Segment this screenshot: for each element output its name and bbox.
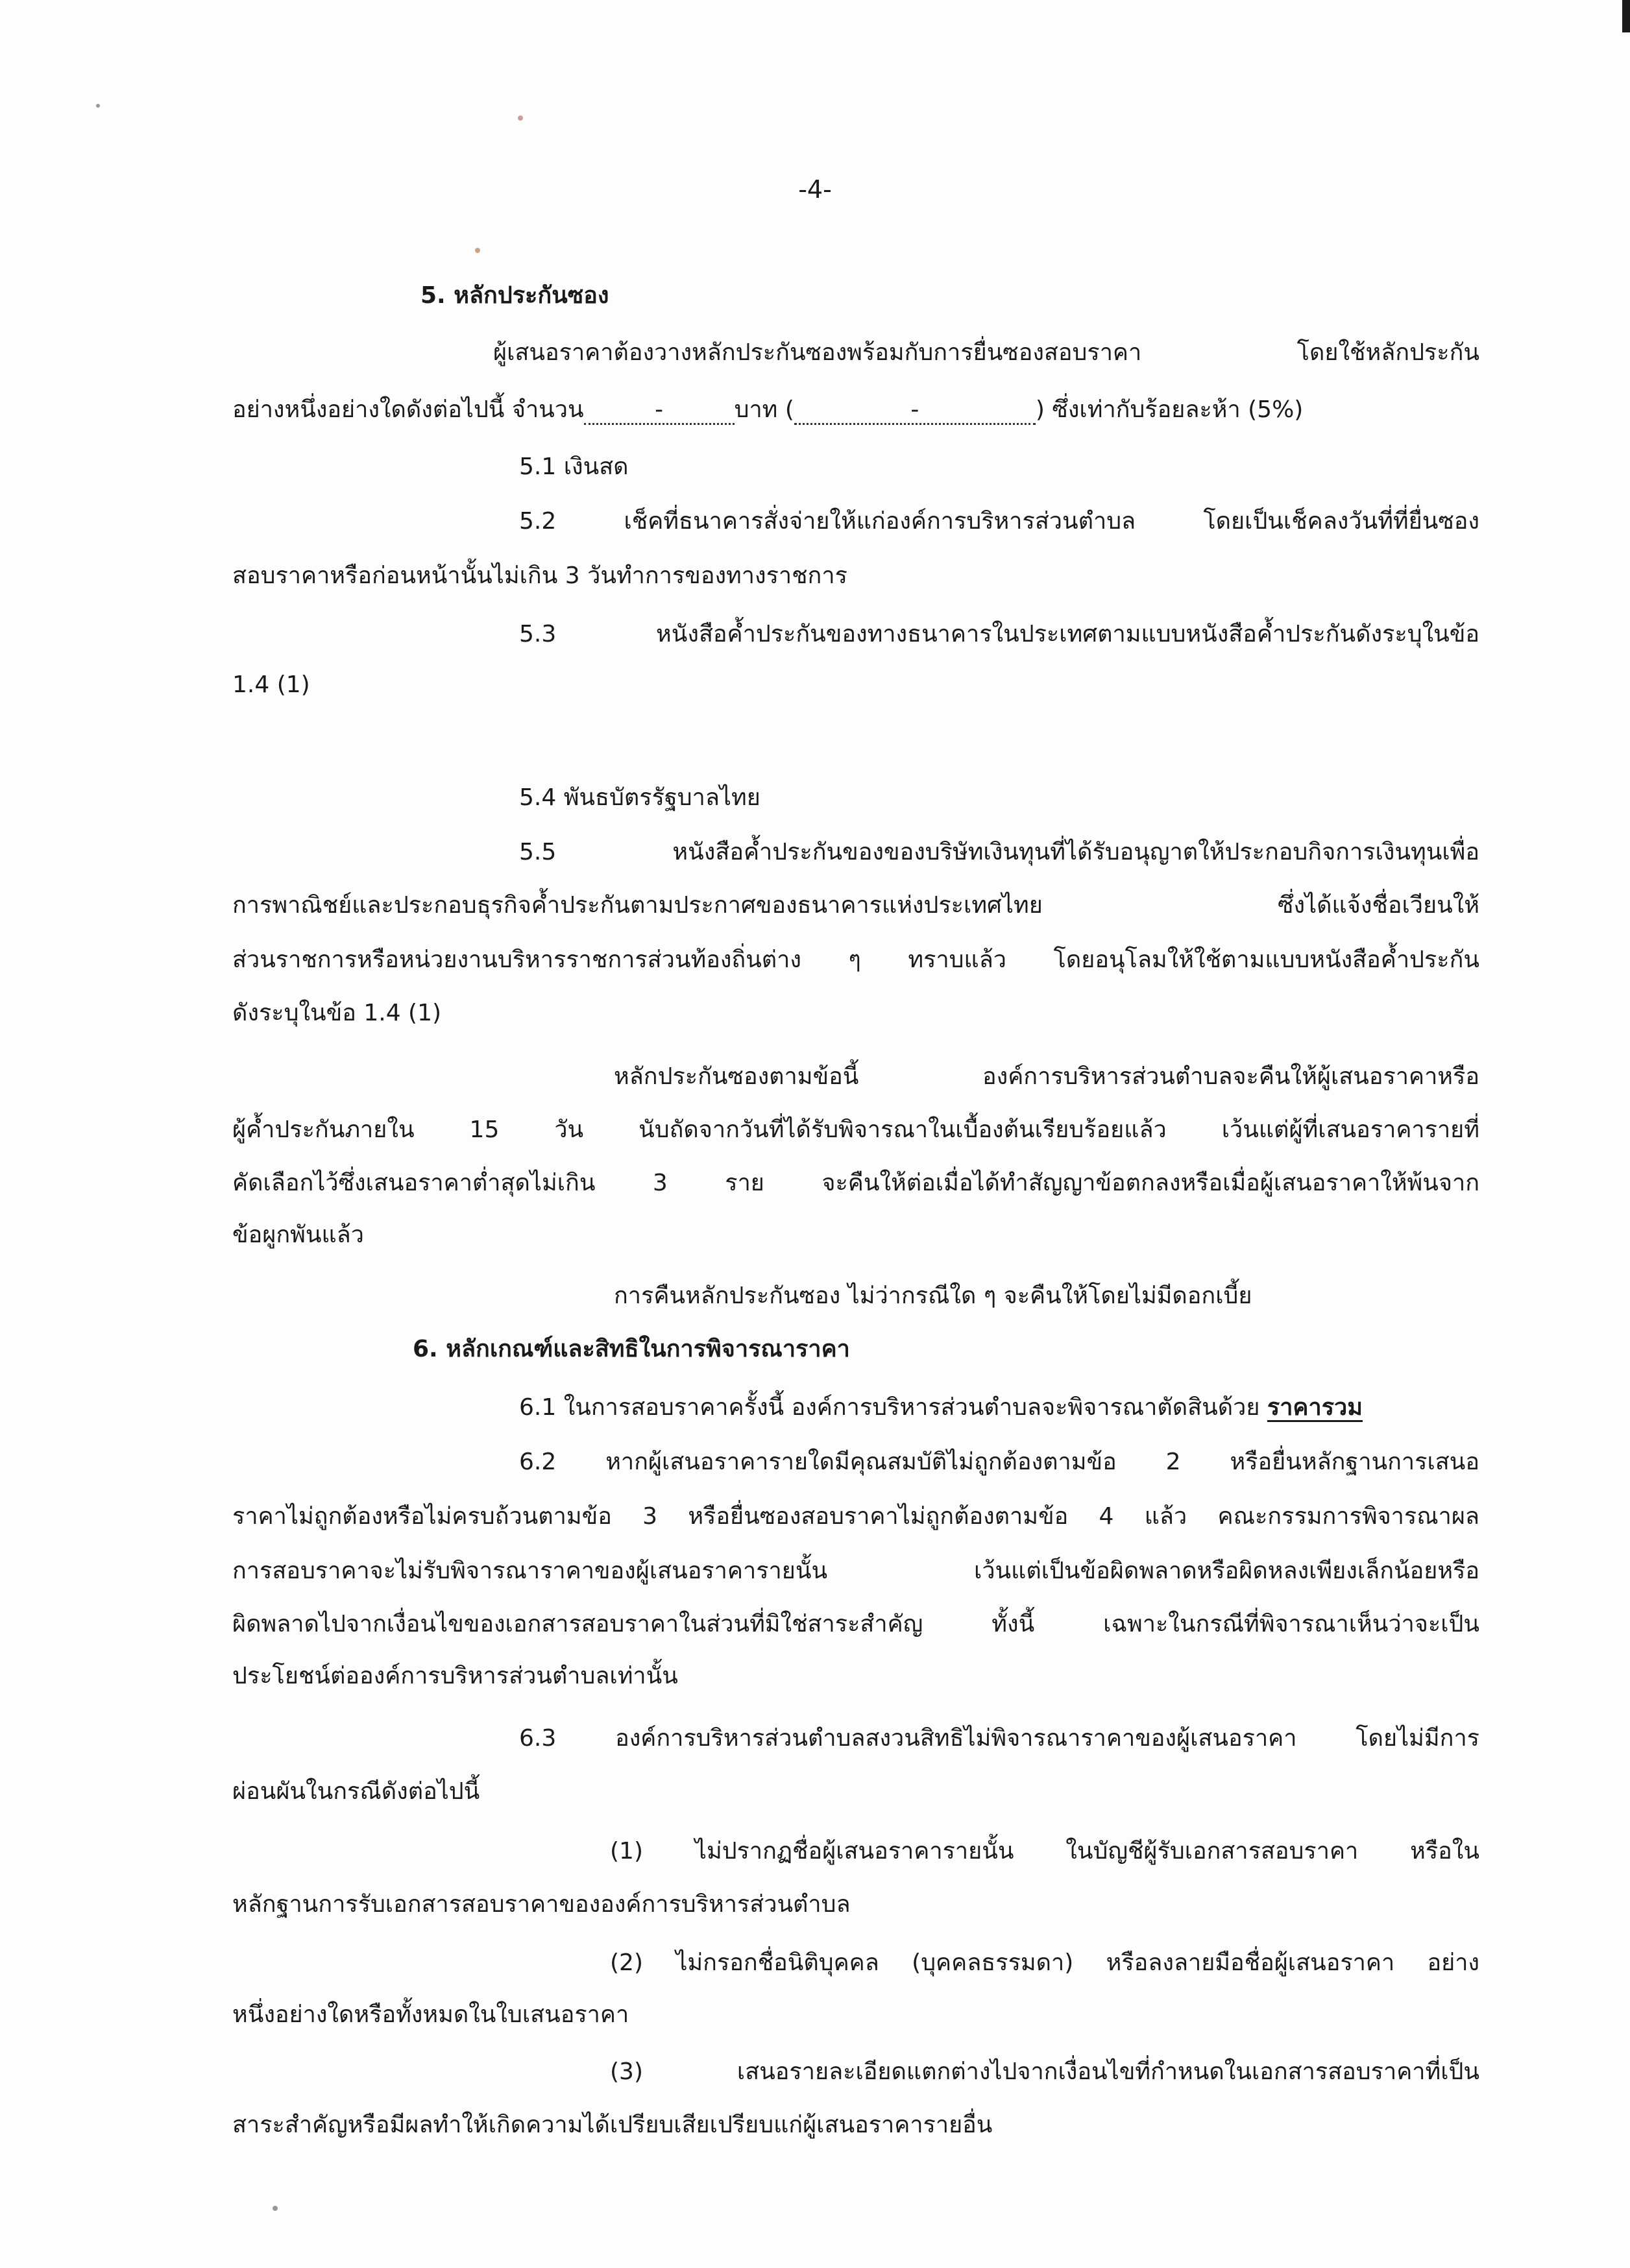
- return-paragraph-line: ผู้ค้ำประกันภายใน 15 วัน นับถัดจากวันที่ได้รับพิจารณาในเบื้องต้นเรียบร้อยแล้ว เว้นแต่ผู้ที่เสนอราคารายที่: [232, 1116, 1479, 1143]
- section-5-heading: 5. หลักประกันซอง: [420, 282, 609, 309]
- amount-blank: -: [584, 397, 735, 425]
- item-5-2-line: สอบราคาหรือก่อนหน้านั้นไม่เกิน 3 วันทำการของทางราชการ: [232, 562, 847, 589]
- sub-item-1-line: หลักฐานการรับเอกสารสอบราคาขององค์การบริหารส่วนตำบล: [232, 1891, 851, 1918]
- item-5-1: 5.1 เงินสด: [519, 453, 629, 480]
- baht-label: บาท (: [734, 396, 794, 423]
- item-6-2-line: การสอบราคาจะไม่รับพิจารณาราคาของผู้เสนอราคารายนั้น เว้นแต่เป็นข้อผิดพลาดหรือผิดหลงเพียงเล็กน้อยหรือ: [232, 1558, 1479, 1584]
- item-5-2-line: 5.2 เช็คที่ธนาคารสั่งจ่ายให้แก่องค์การบริหารส่วนตำบล โดยเป็นเช็คลงวันที่ที่ยื่นซอง: [519, 508, 1479, 535]
- item-5-5-line: ส่วนราชการหรือหน่วยงานบริหารราชการส่วนท้องถิ่นต่าง ๆ ทราบแล้ว โดยอนุโลมให้ใช้ตามแบบหนังสือค้ำประกัน: [232, 947, 1479, 973]
- item-6-2-line: ผิดพลาดไปจากเงื่อนไขของเอกสารสอบราคาในส่วนที่มิใช่สาระสำคัญ ทั้งนี้ เฉพาะในกรณีที่พิจารณาเห็นว่าจะเป็น: [232, 1611, 1479, 1637]
- sub-item-3-line: สาระสำคัญหรือมีผลทำให้เกิดความได้เปรียบเสียเปรียบแก่ผู้เสนอราคารายอื่น: [232, 2112, 993, 2138]
- scan-edge-mark: [1622, 0, 1630, 32]
- sub-item-2-line: หนึ่งอย่างใดหรือทั้งหมดในใบเสนอราคา: [232, 2001, 629, 2028]
- item-5-3-line: 5.3 หนังสือค้ำประกันของทางธนาคารในประเทศตามแบบหนังสือค้ำประกันดังระบุในข้อ: [519, 621, 1479, 647]
- item-5-3-line: 1.4 (1): [232, 671, 310, 698]
- item-5-5-line: 5.5 หนังสือค้ำประกันของของบริษัทเงินทุนที่ได้รับอนุญาตให้ประกอบกิจการเงินทุนเพื่อ: [519, 839, 1479, 865]
- sub-item-1-line: (1) ไม่ปรากฏชื่อผู้เสนอราคารายนั้น ในบัญชีผู้รับเอกสารสอบราคา หรือใน: [610, 1838, 1479, 1864]
- no-interest-note: การคืนหลักประกันซอง ไม่ว่ากรณีใด ๆ จะคืนให้โดยไม่มีดอกเบี้ย: [614, 1283, 1252, 1309]
- return-paragraph-line: ข้อผูกพันแล้ว: [232, 1222, 364, 1248]
- item-6-2-line: ประโยชน์ต่อองค์การบริหารส่วนตำบลเท่านั้น: [232, 1663, 678, 1689]
- scan-speck: [475, 248, 480, 253]
- amount-label: อย่างหนึ่งอย่างใดดังต่อไปนี้ จำนวน: [232, 396, 584, 423]
- award-criterion: ราคารวม: [1267, 1394, 1363, 1421]
- section-6-heading: 6. หลักเกณฑ์และสิทธิในการพิจารณาราคา: [413, 1336, 850, 1362]
- item-6-3-line: ผ่อนผันในกรณีดังต่อไปนี้: [232, 1778, 480, 1805]
- scan-speck: [518, 115, 523, 121]
- return-paragraph-line: หลักประกันซองตามข้อนี้ องค์การบริหารส่วนตำบลจะคืนให้ผู้เสนอราคาหรือ: [614, 1063, 1479, 1090]
- return-paragraph-line: คัดเลือกไว้ซึ่งเสนอราคาต่ำสุดไม่เกิน 3 ราย จะคืนให้ต่อเมื่อได้ทำสัญญาข้อตกลงหรือเมื่อผู้เสนอราคาให้พ้นจาก: [232, 1170, 1479, 1196]
- sub-item-3-line: (3) เสนอรายละเอียดแตกต่างไปจากเงื่อนไขที่กำหนดในเอกสารสอบราคาที่เป็น: [610, 2058, 1479, 2085]
- item-6-3-line: 6.3 องค์การบริหารส่วนตำบลสงวนสิทธิไม่พิจารณาราคาของผู้เสนอราคา โดยไม่มีการ: [519, 1725, 1479, 1752]
- item-6-1-text: 6.1 ในการสอบราคาครั้งนี้ องค์การบริหารส่วนตำบลจะพิจารณาตัดสินด้วย: [519, 1394, 1260, 1421]
- item-5-5-line: ดังระบุในข้อ 1.4 (1): [232, 1000, 442, 1026]
- scan-speck: [96, 104, 100, 108]
- section-5-amount-line: [232, 394, 1479, 426]
- item-5-5-line: การพาณิชย์และประกอบธุรกิจค้ำประกันตามประกาศของธนาคารแห่งประเทศไทย ซึ่งได้แจ้งชื่อเวียนให้: [232, 892, 1479, 919]
- item-6-1: [519, 1392, 1363, 1423]
- section-5-intro-line: ผู้เสนอราคาต้องวางหลักประกันซองพร้อมกับการยื่นซองสอบราคา โดยใช้หลักประกัน: [493, 339, 1479, 366]
- page-number: -4-: [798, 175, 832, 204]
- scan-speck: [273, 2206, 278, 2211]
- percent-label: ) ซึ่งเท่ากับร้อยละห้า (5%): [1035, 396, 1304, 423]
- sub-item-2-line: (2) ไม่กรอกชื่อนิติบุคคล (บุคคลธรรมดา) หรือลงลายมือชื่อผู้เสนอราคา อย่าง: [610, 1949, 1479, 1976]
- item-6-2-line: 6.2 หากผู้เสนอราคารายใดมีคุณสมบัติไม่ถูกต้องตามข้อ 2 หรือยื่นหลักฐานการเสนอ: [519, 1449, 1479, 1475]
- amount-words-blank: -: [794, 397, 1036, 425]
- item-5-4: 5.4 พันธบัตรรัฐบาลไทย: [519, 784, 760, 811]
- item-6-2-line: ราคาไม่ถูกต้องหรือไม่ครบถ้วนตามข้อ 3 หรือยื่นซองสอบราคาไม่ถูกต้องตามข้อ 4 แล้ว คณะกรรมการพิจารณาผล: [232, 1503, 1479, 1530]
